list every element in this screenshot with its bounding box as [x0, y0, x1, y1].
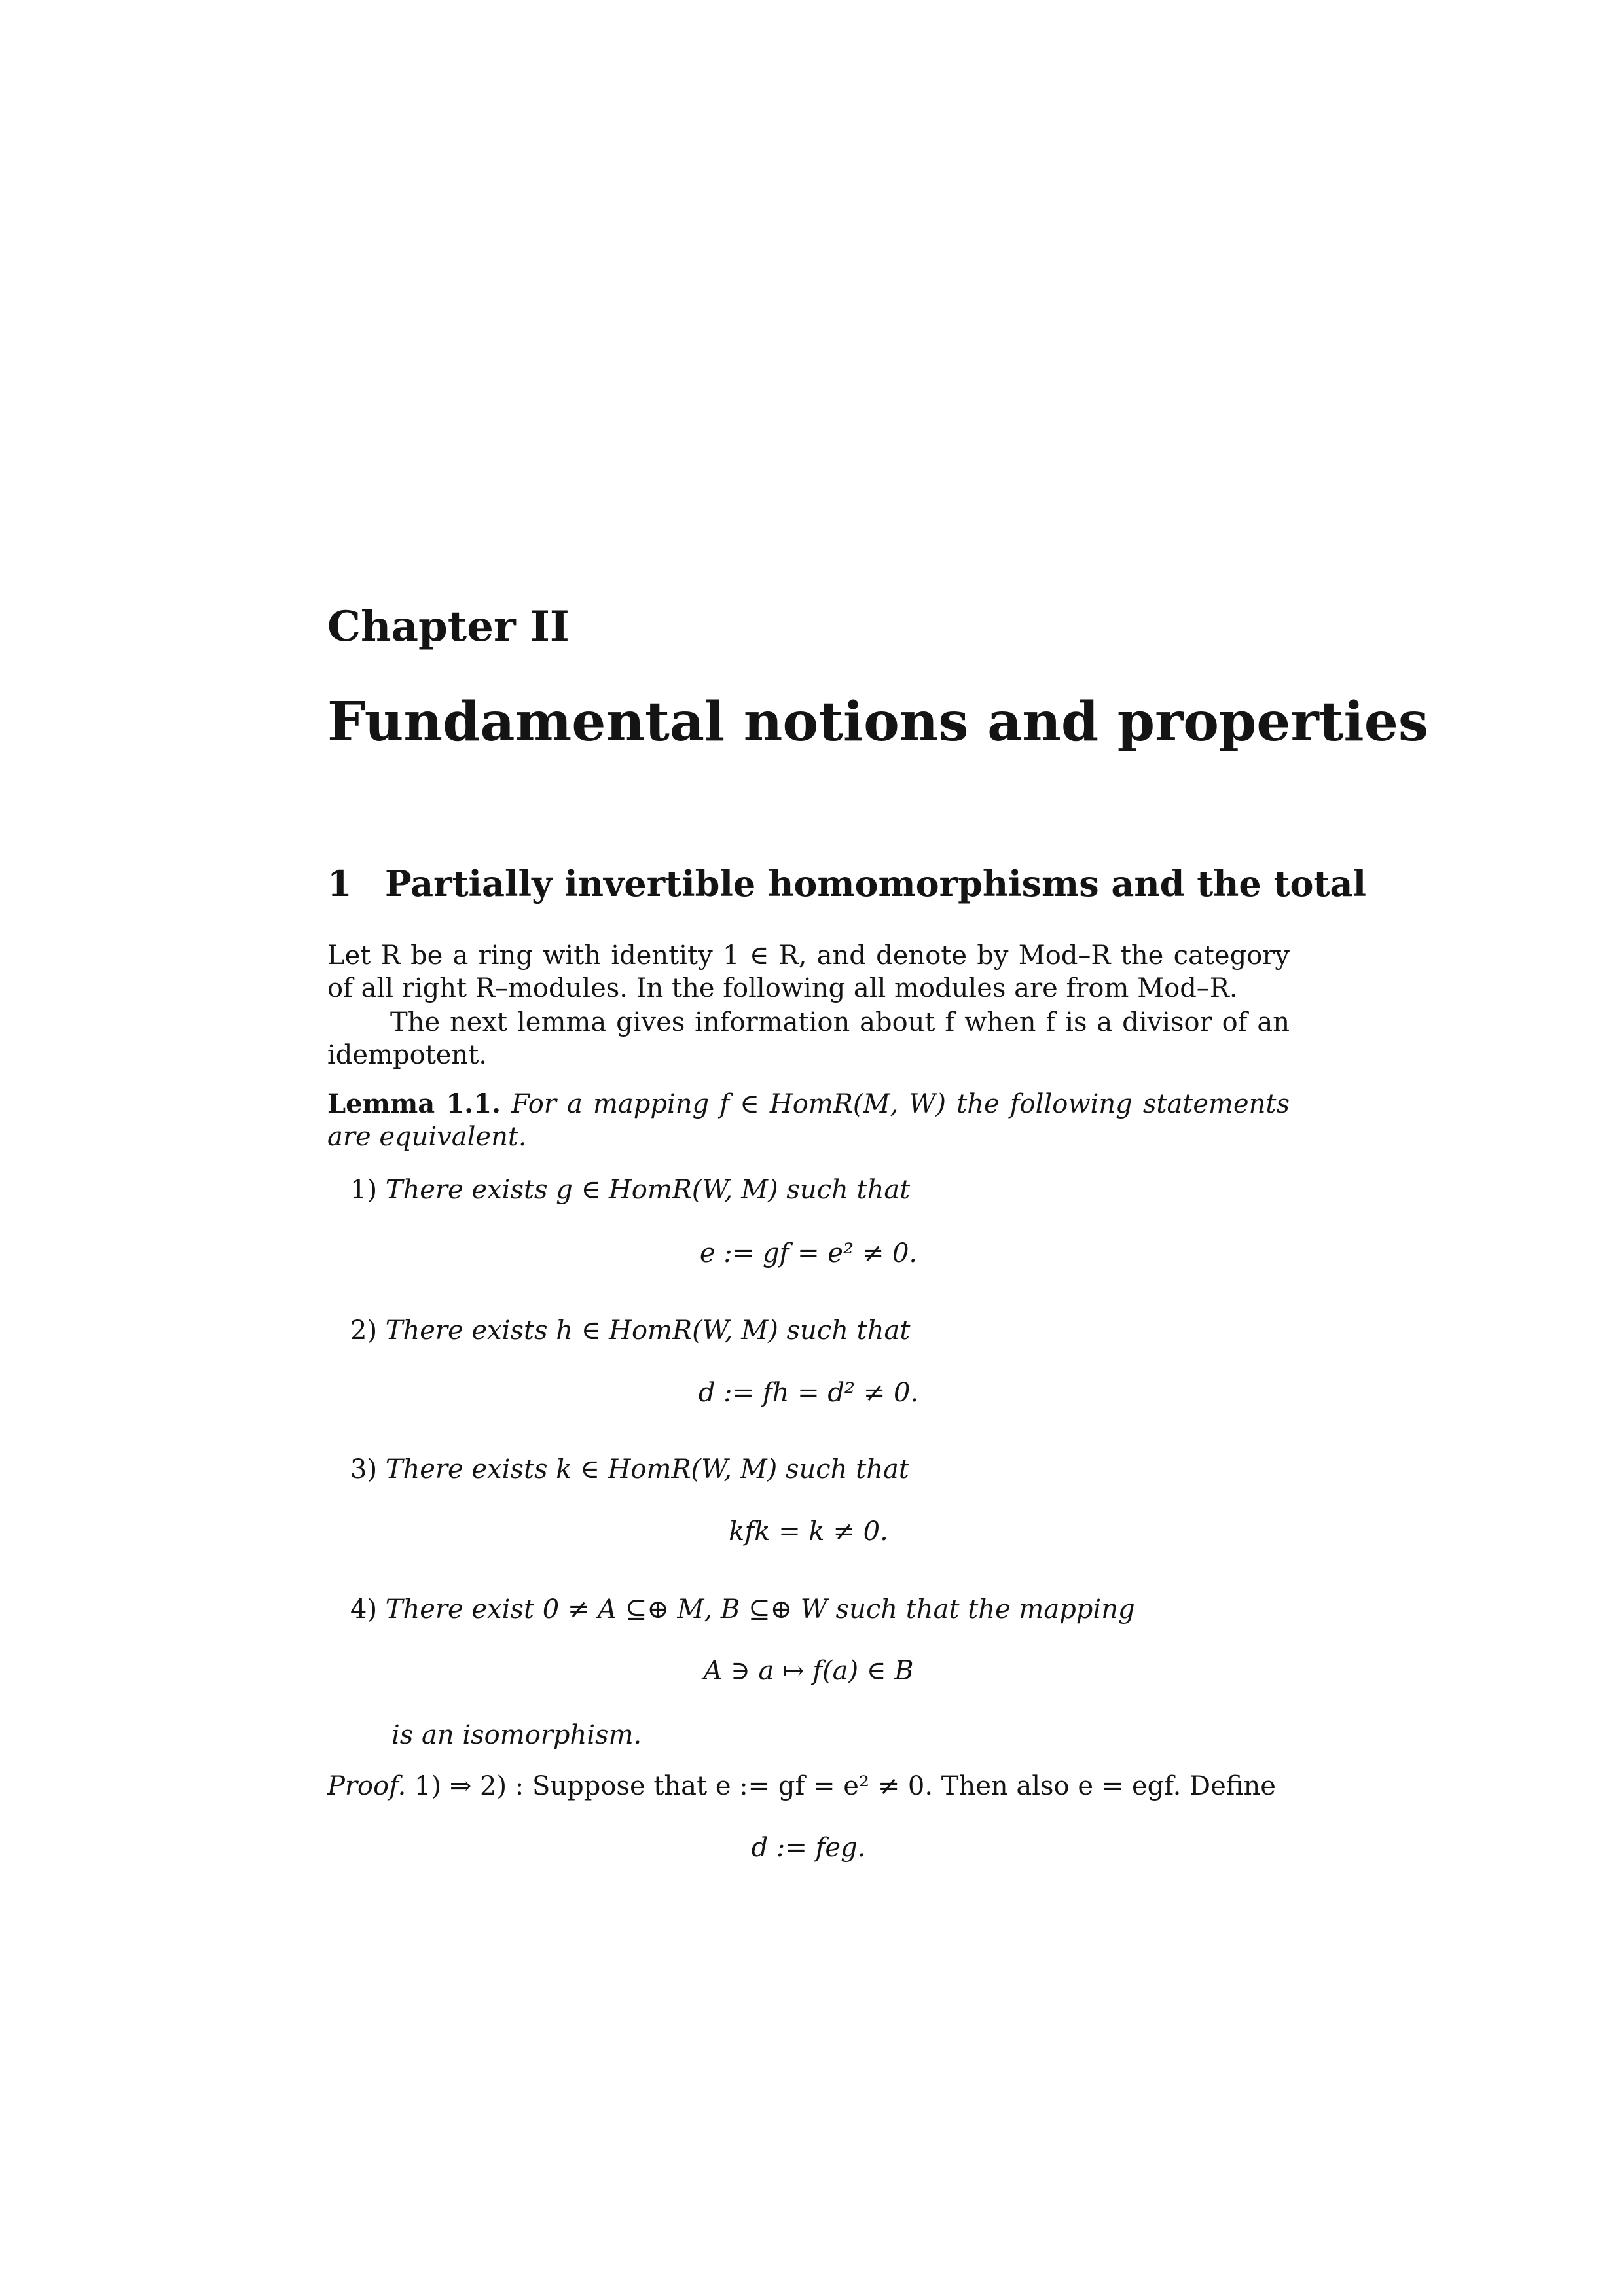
- item-text: There exists k ∈ HomR(W, M) such that: [385, 1454, 909, 1484]
- item-number: 1): [350, 1175, 378, 1205]
- item-1-formula: e := gf = e² ≠ 0.: [699, 1238, 918, 1268]
- lemma-intro-paragraph: The next lemma gives information about f when f is a divisor of an idempotent.: [327, 1007, 1290, 1070]
- lemma-label: Lemma 1.1.: [327, 1088, 501, 1119]
- proof-formula: d := feg.: [751, 1833, 866, 1863]
- item-2-formula: d := fh = d² ≠ 0.: [698, 1378, 919, 1408]
- lemma-item-1: [350, 1175, 910, 1205]
- proof-line: [327, 1771, 1276, 1801]
- item-text: There exists h ∈ HomR(W, M) such that: [385, 1316, 911, 1346]
- item-text: There exists g ∈ HomR(W, M) such that: [385, 1175, 911, 1205]
- lemma-closing: is an isomorphism.: [391, 1720, 642, 1750]
- lemma-item-4: [350, 1594, 1135, 1624]
- proof-label: Proof.: [327, 1771, 407, 1801]
- item-number: 2): [350, 1316, 378, 1346]
- lemma-item-2: [350, 1316, 910, 1346]
- item-number: 3): [350, 1454, 378, 1484]
- chapter-title: Fundamental notions and properties: [327, 691, 1429, 753]
- item-4-formula: A ∋ a ↦ f(a) ∈ B: [703, 1656, 914, 1686]
- proof-text: 1) ⇒ 2) : Suppose that e := gf = e² ≠ 0. Then also e = egf. Define: [414, 1771, 1276, 1801]
- section-heading: [327, 863, 1366, 905]
- intro-paragraph: Let R be a ring with identity 1 ∈ R, and denote by Mod–R the category of all right R–modules. In the following all modules are from Mod–R.: [327, 941, 1290, 1003]
- section-title: Partially invertible homomorphisms and the total: [385, 863, 1366, 905]
- item-3-formula: kfk = k ≠ 0.: [729, 1516, 888, 1547]
- item-number: 4): [350, 1594, 378, 1624]
- lemma-statement: [327, 1088, 1290, 1153]
- chapter-label: Chapter II: [327, 602, 570, 651]
- item-text: There exist 0 ≠ A ⊆⊕ M, B ⊆⊕ W such that the mapping: [385, 1594, 1135, 1624]
- lemma-text: For a mapping f ∈ HomR(M, W) the following statements are equivalent.: [327, 1089, 1290, 1152]
- lemma-item-3: [350, 1454, 909, 1484]
- section-number: 1: [327, 863, 352, 905]
